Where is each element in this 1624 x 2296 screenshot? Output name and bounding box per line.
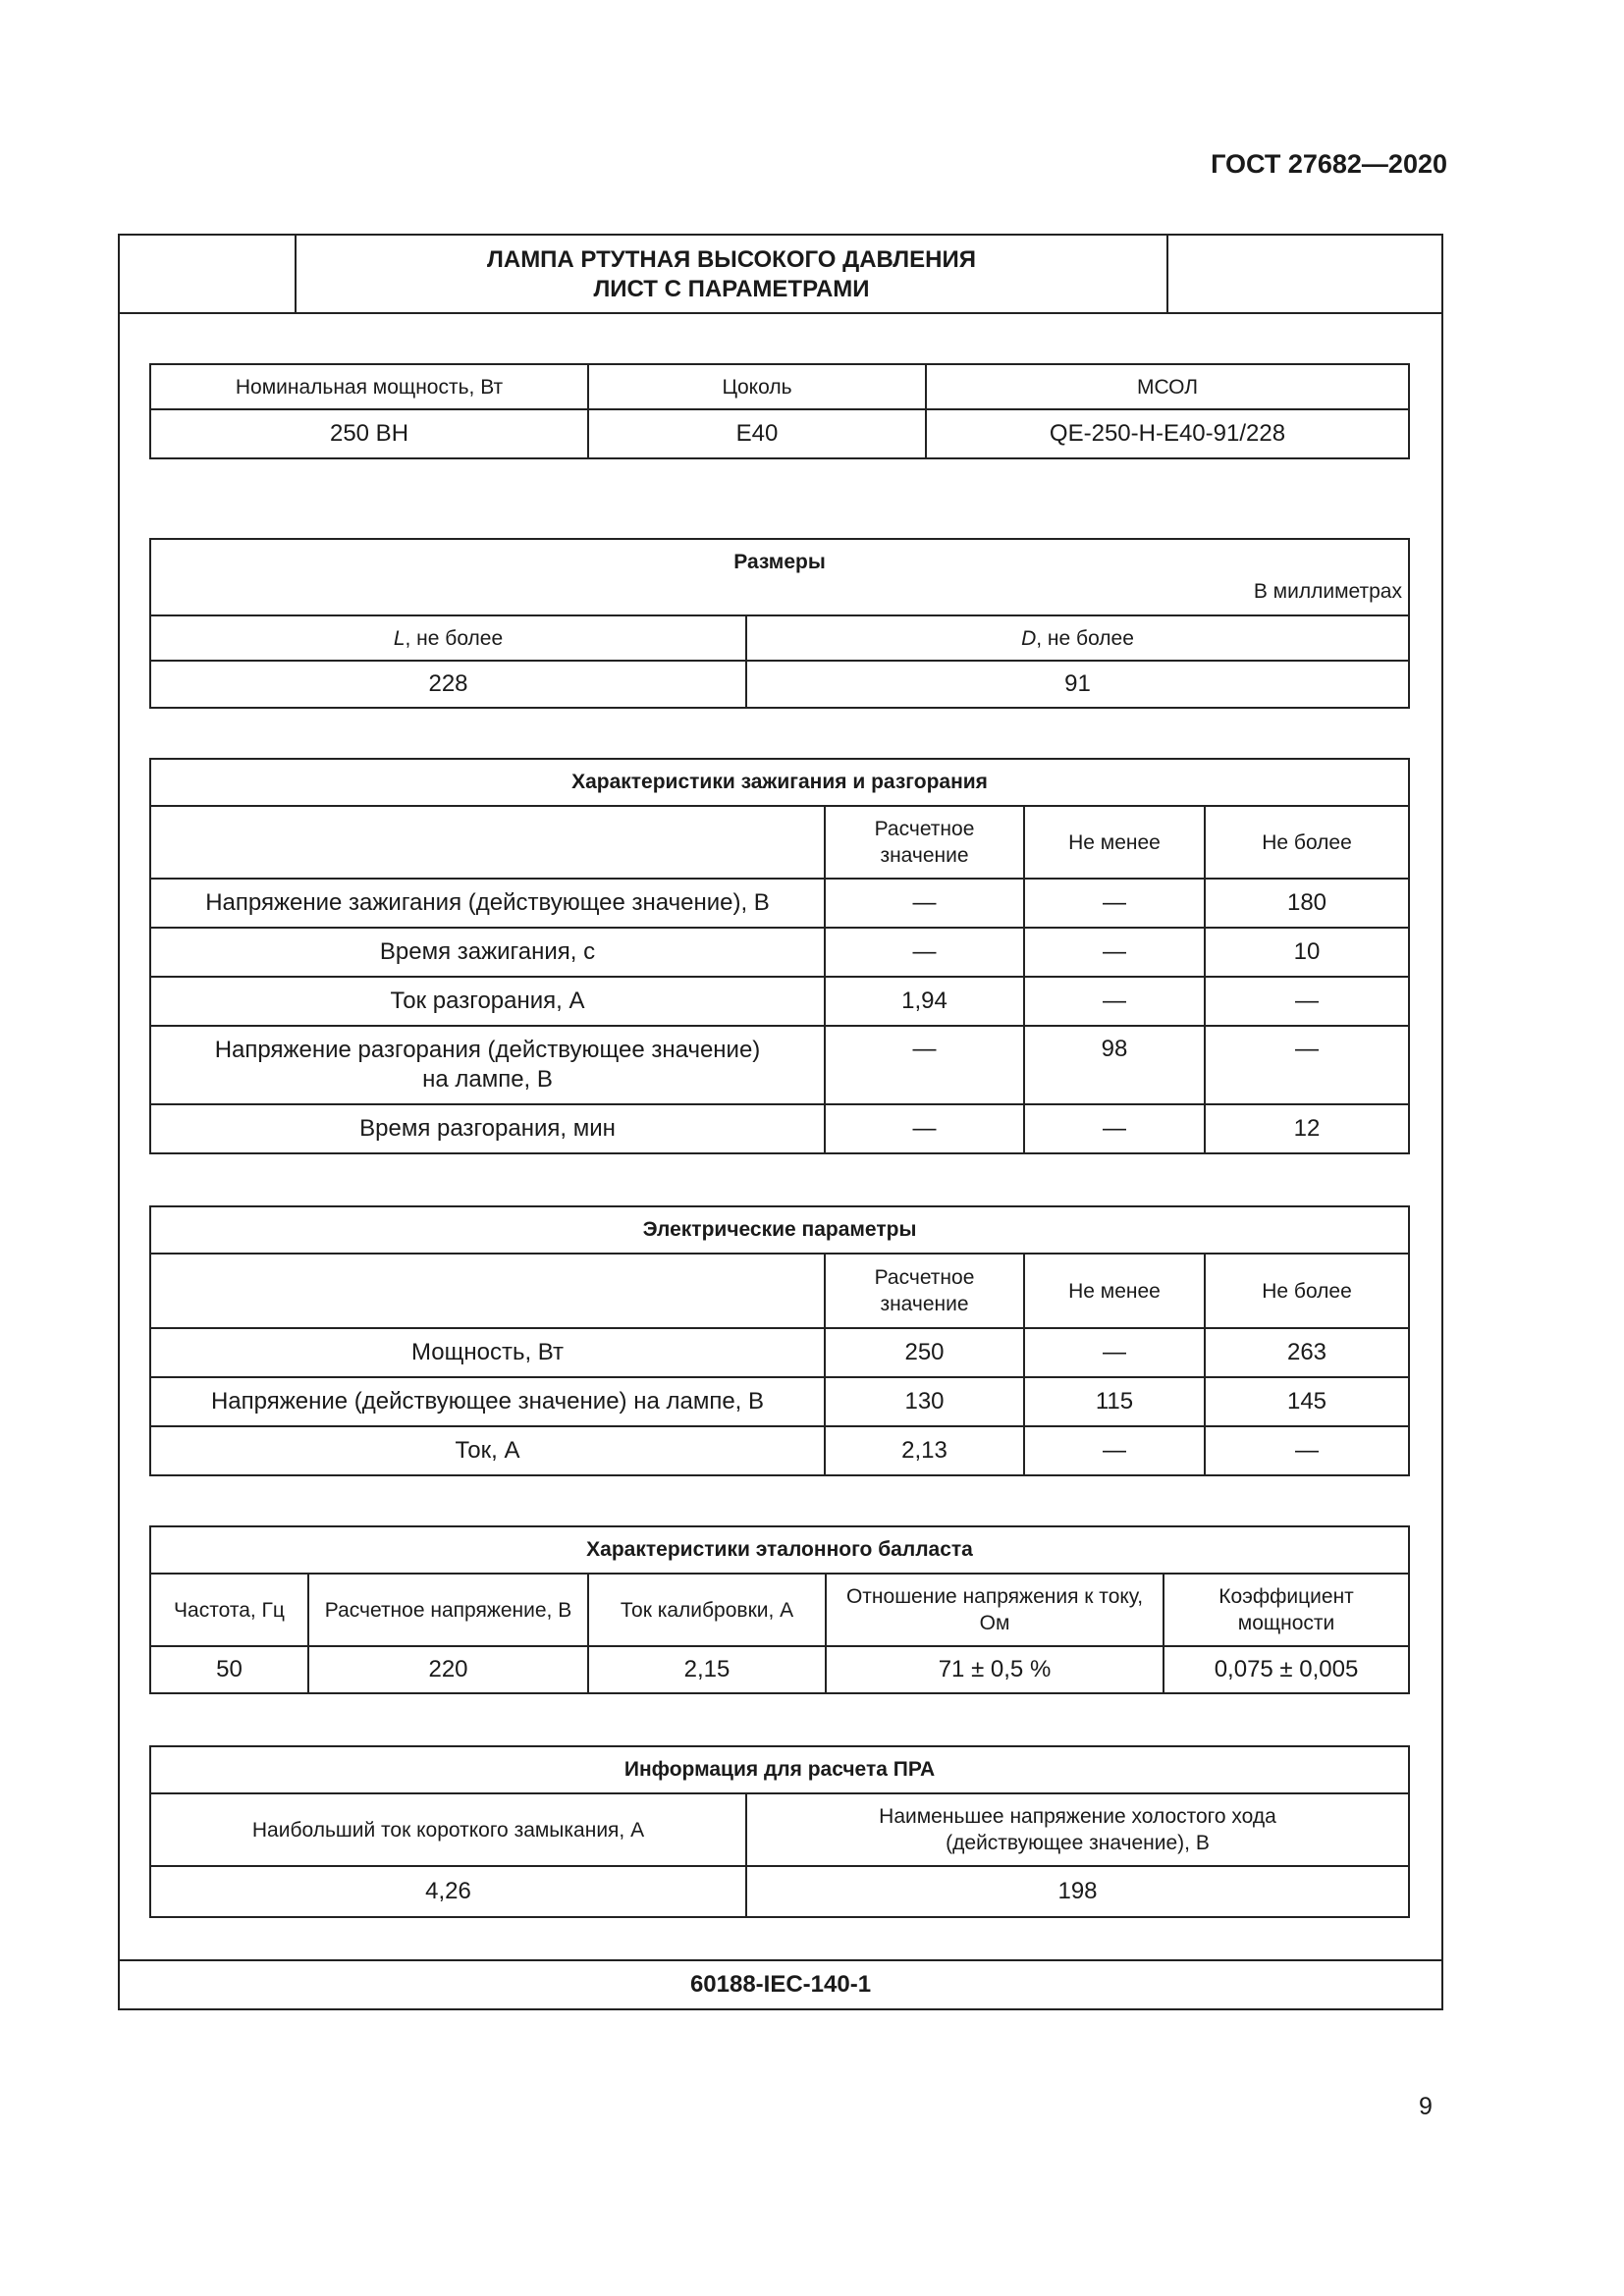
open-circuit-voltage-value: 198 — [746, 1866, 1409, 1917]
row-min: — — [1024, 1328, 1205, 1377]
row-name: Время разгорания, мин — [150, 1104, 825, 1153]
voltage-current-ratio-value: 71 ± 0,5 % — [826, 1646, 1164, 1693]
ballast-title: Характеристики эталонного балласта — [150, 1526, 1409, 1574]
header-diameter — [746, 615, 1409, 661]
table-row — [150, 1104, 1409, 1153]
length-value: 228 — [150, 661, 746, 708]
row-min: 115 — [1024, 1377, 1205, 1426]
ignition-header-calc: Расчетное значение — [825, 806, 1024, 879]
dimensions-title-cell — [150, 539, 1409, 615]
sheet-title-line-2: ЛИСТ С ПАРАМЕТРАМИ — [593, 276, 870, 302]
ignition-header-max: Не более — [1205, 806, 1409, 879]
header-rated-voltage: Расчетное напряжение, В — [308, 1574, 588, 1646]
short-circuit-current-value: 4,26 — [150, 1866, 746, 1917]
table-row — [150, 1026, 1409, 1104]
row-min: — — [1024, 928, 1205, 977]
row-max: 10 — [1205, 928, 1409, 977]
row-calc: 2,13 — [825, 1426, 1024, 1475]
row-max: 12 — [1205, 1104, 1409, 1153]
row-name: Мощность, Вт — [150, 1328, 825, 1377]
row-name: Напряжение разгорания (действующее значение) на лампе, В — [150, 1026, 825, 1104]
base-value: Е40 — [588, 409, 926, 458]
header-mcol: МСОЛ — [926, 364, 1409, 409]
electrical-table — [149, 1205, 1410, 1476]
dimensions-table — [149, 538, 1410, 709]
header-left-cell — [120, 236, 297, 312]
dimensions-unit: В миллиметрах — [1253, 580, 1402, 603]
rated-voltage-value: 220 — [308, 1646, 588, 1693]
header-calibration-current: Ток калибровки, А — [588, 1574, 826, 1646]
row-max: — — [1205, 977, 1409, 1026]
row-min: — — [1024, 1104, 1205, 1153]
table-row — [150, 879, 1409, 928]
pra-title: Информация для расчета ПРА — [150, 1746, 1409, 1793]
length-suffix: , не более — [405, 626, 504, 650]
mcol-value: QE-250-H-E40-91/228 — [926, 409, 1409, 458]
rated-power-value: 250 ВН — [150, 409, 588, 458]
table-row — [150, 1426, 1409, 1475]
header-base: Цоколь — [588, 364, 926, 409]
ignition-header-min: Не менее — [1024, 806, 1205, 879]
ignition-title: Характеристики зажигания и разгорания — [150, 759, 1409, 806]
table-row — [150, 928, 1409, 977]
row-min: 98 — [1024, 1026, 1205, 1104]
table-row — [150, 1328, 1409, 1377]
row-calc: — — [825, 1026, 1024, 1104]
row-max: — — [1205, 1426, 1409, 1475]
length-symbol: L — [393, 626, 406, 650]
row-calc: 1,94 — [825, 977, 1024, 1026]
row-calc: 250 — [825, 1328, 1024, 1377]
electrical-header-empty — [150, 1254, 825, 1328]
diameter-value: 91 — [746, 661, 1409, 708]
row-max: 180 — [1205, 879, 1409, 928]
ignition-header-empty — [150, 806, 825, 879]
electrical-header-min: Не менее — [1024, 1254, 1205, 1328]
header-right-cell — [1166, 236, 1441, 312]
header-power-factor: Коэффициент мощности — [1164, 1574, 1409, 1646]
row-calc: — — [825, 879, 1024, 928]
row-min: — — [1024, 977, 1205, 1026]
page-number: 9 — [1419, 2093, 1433, 2120]
electrical-header-calc: Расчетное значение — [825, 1254, 1024, 1328]
electrical-title: Электрические параметры — [150, 1206, 1409, 1254]
row-max: — — [1205, 1026, 1409, 1104]
header-short-circuit-current: Наибольший ток короткого замыкания, А — [150, 1793, 746, 1866]
ignition-table — [149, 758, 1410, 1154]
diameter-symbol: D — [1021, 626, 1037, 650]
diameter-suffix: , не более — [1036, 626, 1134, 650]
sheet-title-line-1: ЛАМПА РТУТНАЯ ВЫСОКОГО ДАВЛЕНИЯ — [487, 246, 976, 273]
row-name: Ток разгорания, А — [150, 977, 825, 1026]
header-open-circuit-voltage: Наименьшее напряжение холостого хода (действующее значение), В — [746, 1793, 1409, 1866]
row-min: — — [1024, 879, 1205, 928]
row-name: Напряжение зажигания (действующее значение), В — [150, 879, 825, 928]
row-calc: 130 — [825, 1377, 1024, 1426]
header-frequency: Частота, Гц — [150, 1574, 308, 1646]
header-rated-power: Номинальная мощность, Вт — [150, 364, 588, 409]
row-max: 263 — [1205, 1328, 1409, 1377]
power-factor-value: 0,075 ± 0,005 — [1164, 1646, 1409, 1693]
sheet-code: 60188-IEC-140-1 — [120, 1959, 1441, 2008]
standard-number: ГОСТ 27682—2020 — [1211, 149, 1447, 179]
pra-table — [149, 1745, 1410, 1918]
header-voltage-current-ratio: Отношение напряжения к току, Ом — [826, 1574, 1164, 1646]
electrical-header-max: Не более — [1205, 1254, 1409, 1328]
row-name: Напряжение (действующее значение) на лампе, В — [150, 1377, 825, 1426]
lamp-table — [149, 363, 1410, 459]
row-calc: — — [825, 928, 1024, 977]
ballast-table — [149, 1525, 1410, 1694]
row-name: Время зажигания, с — [150, 928, 825, 977]
frequency-value: 50 — [150, 1646, 308, 1693]
row-calc: — — [825, 1104, 1024, 1153]
sheet-title — [297, 245, 1166, 304]
table-row — [150, 977, 1409, 1026]
header-length — [150, 615, 746, 661]
sheet-header — [120, 236, 1441, 314]
row-max: 145 — [1205, 1377, 1409, 1426]
row-name: Ток, А — [150, 1426, 825, 1475]
calibration-current-value: 2,15 — [588, 1646, 826, 1693]
table-row — [150, 1377, 1409, 1426]
row-min: — — [1024, 1426, 1205, 1475]
dimensions-title: Размеры — [733, 551, 826, 573]
